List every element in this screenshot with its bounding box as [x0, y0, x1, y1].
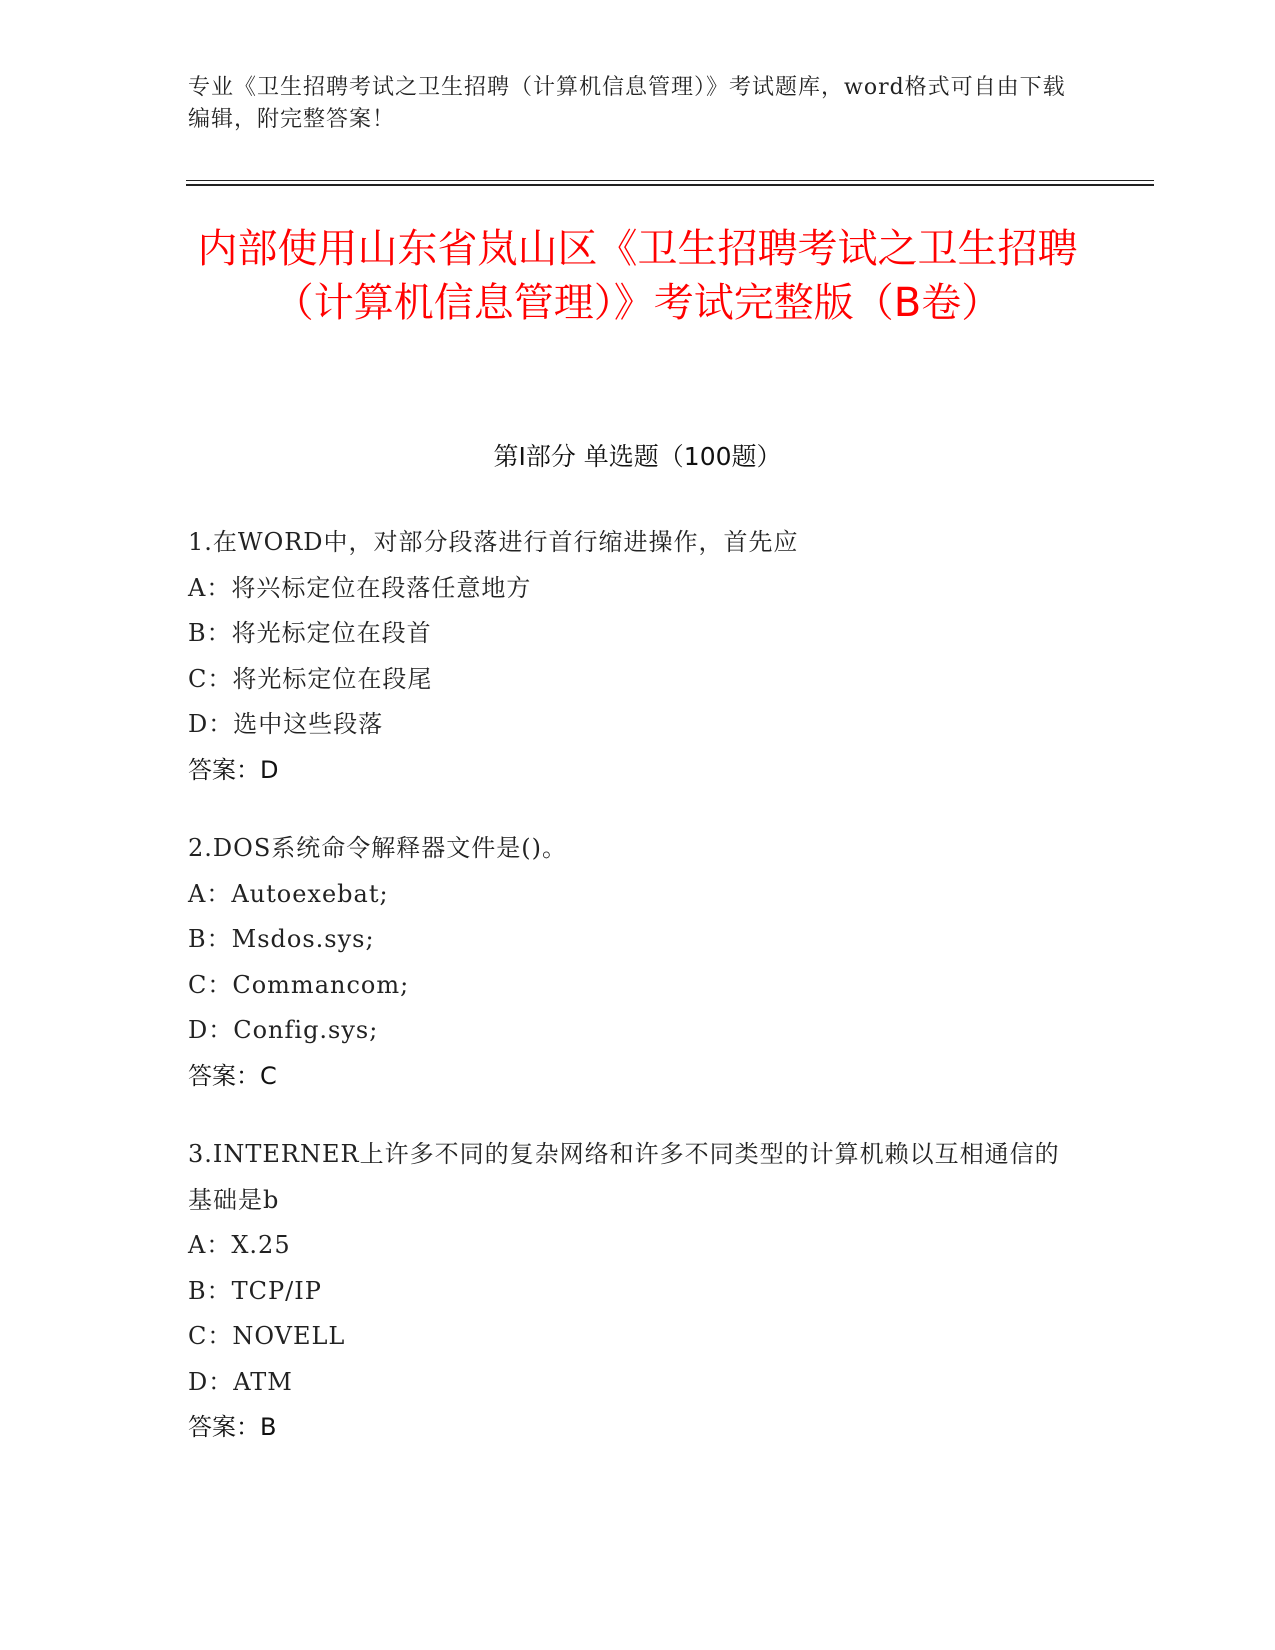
section-heading: 第Ⅰ部分 单选题（100题）: [493, 442, 782, 471]
option-d: D：ATM: [188, 1367, 293, 1396]
option-b: B：Msdos.sys;: [188, 925, 375, 953]
option-b: B：TCP/IP: [188, 1276, 322, 1305]
header-note: 专业《卫生招聘考试之卫生招聘（计算机信息管理）》考试题库，word格式可自由下载编辑，附完整答案！: [188, 75, 1066, 132]
question-1: [188, 520, 1068, 793]
question-2: [188, 826, 1068, 1099]
question-text: 3.INTERNER上许多不同的复杂网络和许多不同类型的计算机赖以互相通信的基础是b: [188, 1140, 1060, 1214]
question-list: [188, 520, 1068, 1484]
option-c: C：Commancom;: [188, 970, 410, 999]
option-a: A：Autoexebat;: [188, 879, 389, 908]
option-a: A：将兴标定位在段落任意地方: [188, 573, 532, 602]
document-title: 内部使用山东省岚山区《卫生招聘考试之卫生招聘（计算机信息管理）》考试完整版（B卷）: [197, 226, 1078, 326]
question-text: 1.在WORD中，对部分段落进行首行缩进操作，首先应: [188, 528, 799, 556]
answer-line: 答案：B: [188, 1413, 277, 1441]
header-divider-thick: [186, 184, 1154, 186]
option-d: D：选中这些段落: [188, 710, 384, 738]
question-text: 2.DOS系统命令解释器文件是()。: [188, 834, 567, 862]
answer-line: 答案：C: [188, 1061, 277, 1090]
option-a: A：X.25: [188, 1231, 291, 1259]
option-d: D：Config.sys;: [188, 1016, 379, 1044]
option-c: C：NOVELL: [188, 1322, 346, 1350]
answer-line: 答案：D: [188, 755, 279, 784]
option-b: B：将光标定位在段首: [188, 619, 432, 647]
header-divider-thin: [186, 180, 1154, 181]
option-c: C：将光标定位在段尾: [188, 664, 433, 693]
question-3: [188, 1132, 1068, 1451]
